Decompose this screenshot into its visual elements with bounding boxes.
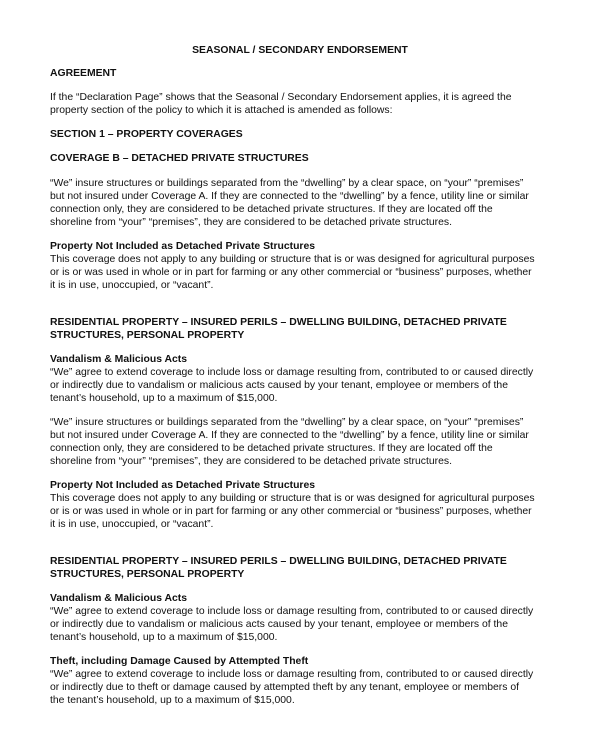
residential-heading: RESIDENTIAL PROPERTY – INSURED PERILS – DWELLING BUILDING, DETACHED PRIVATE [50, 556, 507, 567]
structures-line: but not insured under Coverage A. If they are connected to the “dwelling” by a fence, utility line or similar [50, 430, 529, 441]
not-included-line: This coverage does not apply to any building or structure that is or was designed for agricultural purposes [50, 493, 535, 504]
not-included-line: This coverage does not apply to any building or structure that is or was designed for agricultural purposes [50, 254, 535, 265]
structures-line: connection only, they are considered to be detached private structures. If they are located off the [50, 443, 493, 454]
structures-line: “We” insure structures or buildings separated from the “dwelling” by a clear space, on “your” “premises” [50, 417, 524, 428]
residential-heading: STRUCTURES, PERSONAL PROPERTY [50, 569, 245, 580]
agreement-line: property section of the policy to which it is attached is amended as follows: [50, 105, 393, 116]
section1-heading: SECTION 1 – PROPERTY COVERAGES [50, 129, 243, 140]
coverage-b-heading: COVERAGE B – DETACHED PRIVATE STRUCTURES [50, 153, 309, 164]
theft-line: or indirectly due to theft or damage caused by attempted theft by any tenant, employee or members of [50, 682, 519, 693]
vandalism-line: tenant’s household, up to a maximum of $15,000. [50, 632, 278, 643]
theft-line: the tenant’s household, up to a maximum of $15,000. [50, 695, 295, 706]
not-included-line: or is or was used in whole or in part for farming or any other commercial or “business” purposes, whether [50, 506, 532, 517]
structures-line: shoreline from “your” “premises”, they are considered to be detached private structures. [50, 456, 452, 467]
vandalism-line: “We” agree to extend coverage to include loss or damage resulting from, contributed to or caused directly [50, 606, 534, 617]
residential-heading: STRUCTURES, PERSONAL PROPERTY [50, 330, 245, 341]
vandalism-heading: Vandalism & Malicious Acts [50, 354, 188, 365]
coverage-b-line: but not insured under Coverage A. If they are connected to the “dwelling” by a fence, utility line or similar [50, 191, 529, 202]
document-title: SEASONAL / SECONDARY ENDORSEMENT [192, 45, 408, 56]
coverage-b-line: shoreline from “your” “premises”, they are considered to be detached private structures. [50, 217, 452, 228]
agreement-heading: AGREEMENT [50, 68, 117, 79]
not-included-heading: Property Not Included as Detached Private Structures [50, 241, 316, 252]
theft-heading: Theft, including Damage Caused by Attempted Theft [50, 656, 309, 667]
vandalism-line: “We” agree to extend coverage to include loss or damage resulting from, contributed to or caused directly [50, 367, 534, 378]
agreement-line: If the “Declaration Page” shows that the Seasonal / Secondary Endorsement applies, it is agreed the [50, 92, 512, 103]
not-included-line: or is or was used in whole or in part for farming or any other commercial or “business” purposes, whether [50, 267, 532, 278]
residential-heading: RESIDENTIAL PROPERTY – INSURED PERILS – DWELLING BUILDING, DETACHED PRIVATE [50, 317, 507, 328]
coverage-b-line: “We” insure structures or buildings separated from the “dwelling” by a clear space, on “your” “premises” [50, 178, 524, 189]
not-included-line: it is in use, unoccupied, or “vacant”. [50, 519, 214, 530]
coverage-b-line: connection only, they are considered to be detached private structures. If they are located off the [50, 204, 493, 215]
vandalism-line: or indirectly due to vandalism or malicious acts caused by your tenant, employee or members of the [50, 380, 508, 391]
vandalism-heading: Vandalism & Malicious Acts [50, 593, 188, 604]
not-included-line: it is in use, unoccupied, or “vacant”. [50, 280, 214, 291]
theft-line: “We” agree to extend coverage to include loss or damage resulting from, contributed to or caused directly [50, 669, 534, 680]
not-included-heading: Property Not Included as Detached Private Structures [50, 480, 316, 491]
vandalism-line: tenant’s household, up to a maximum of $15,000. [50, 393, 278, 404]
vandalism-line: or indirectly due to vandalism or malicious acts caused by your tenant, employee or members of the [50, 619, 508, 630]
